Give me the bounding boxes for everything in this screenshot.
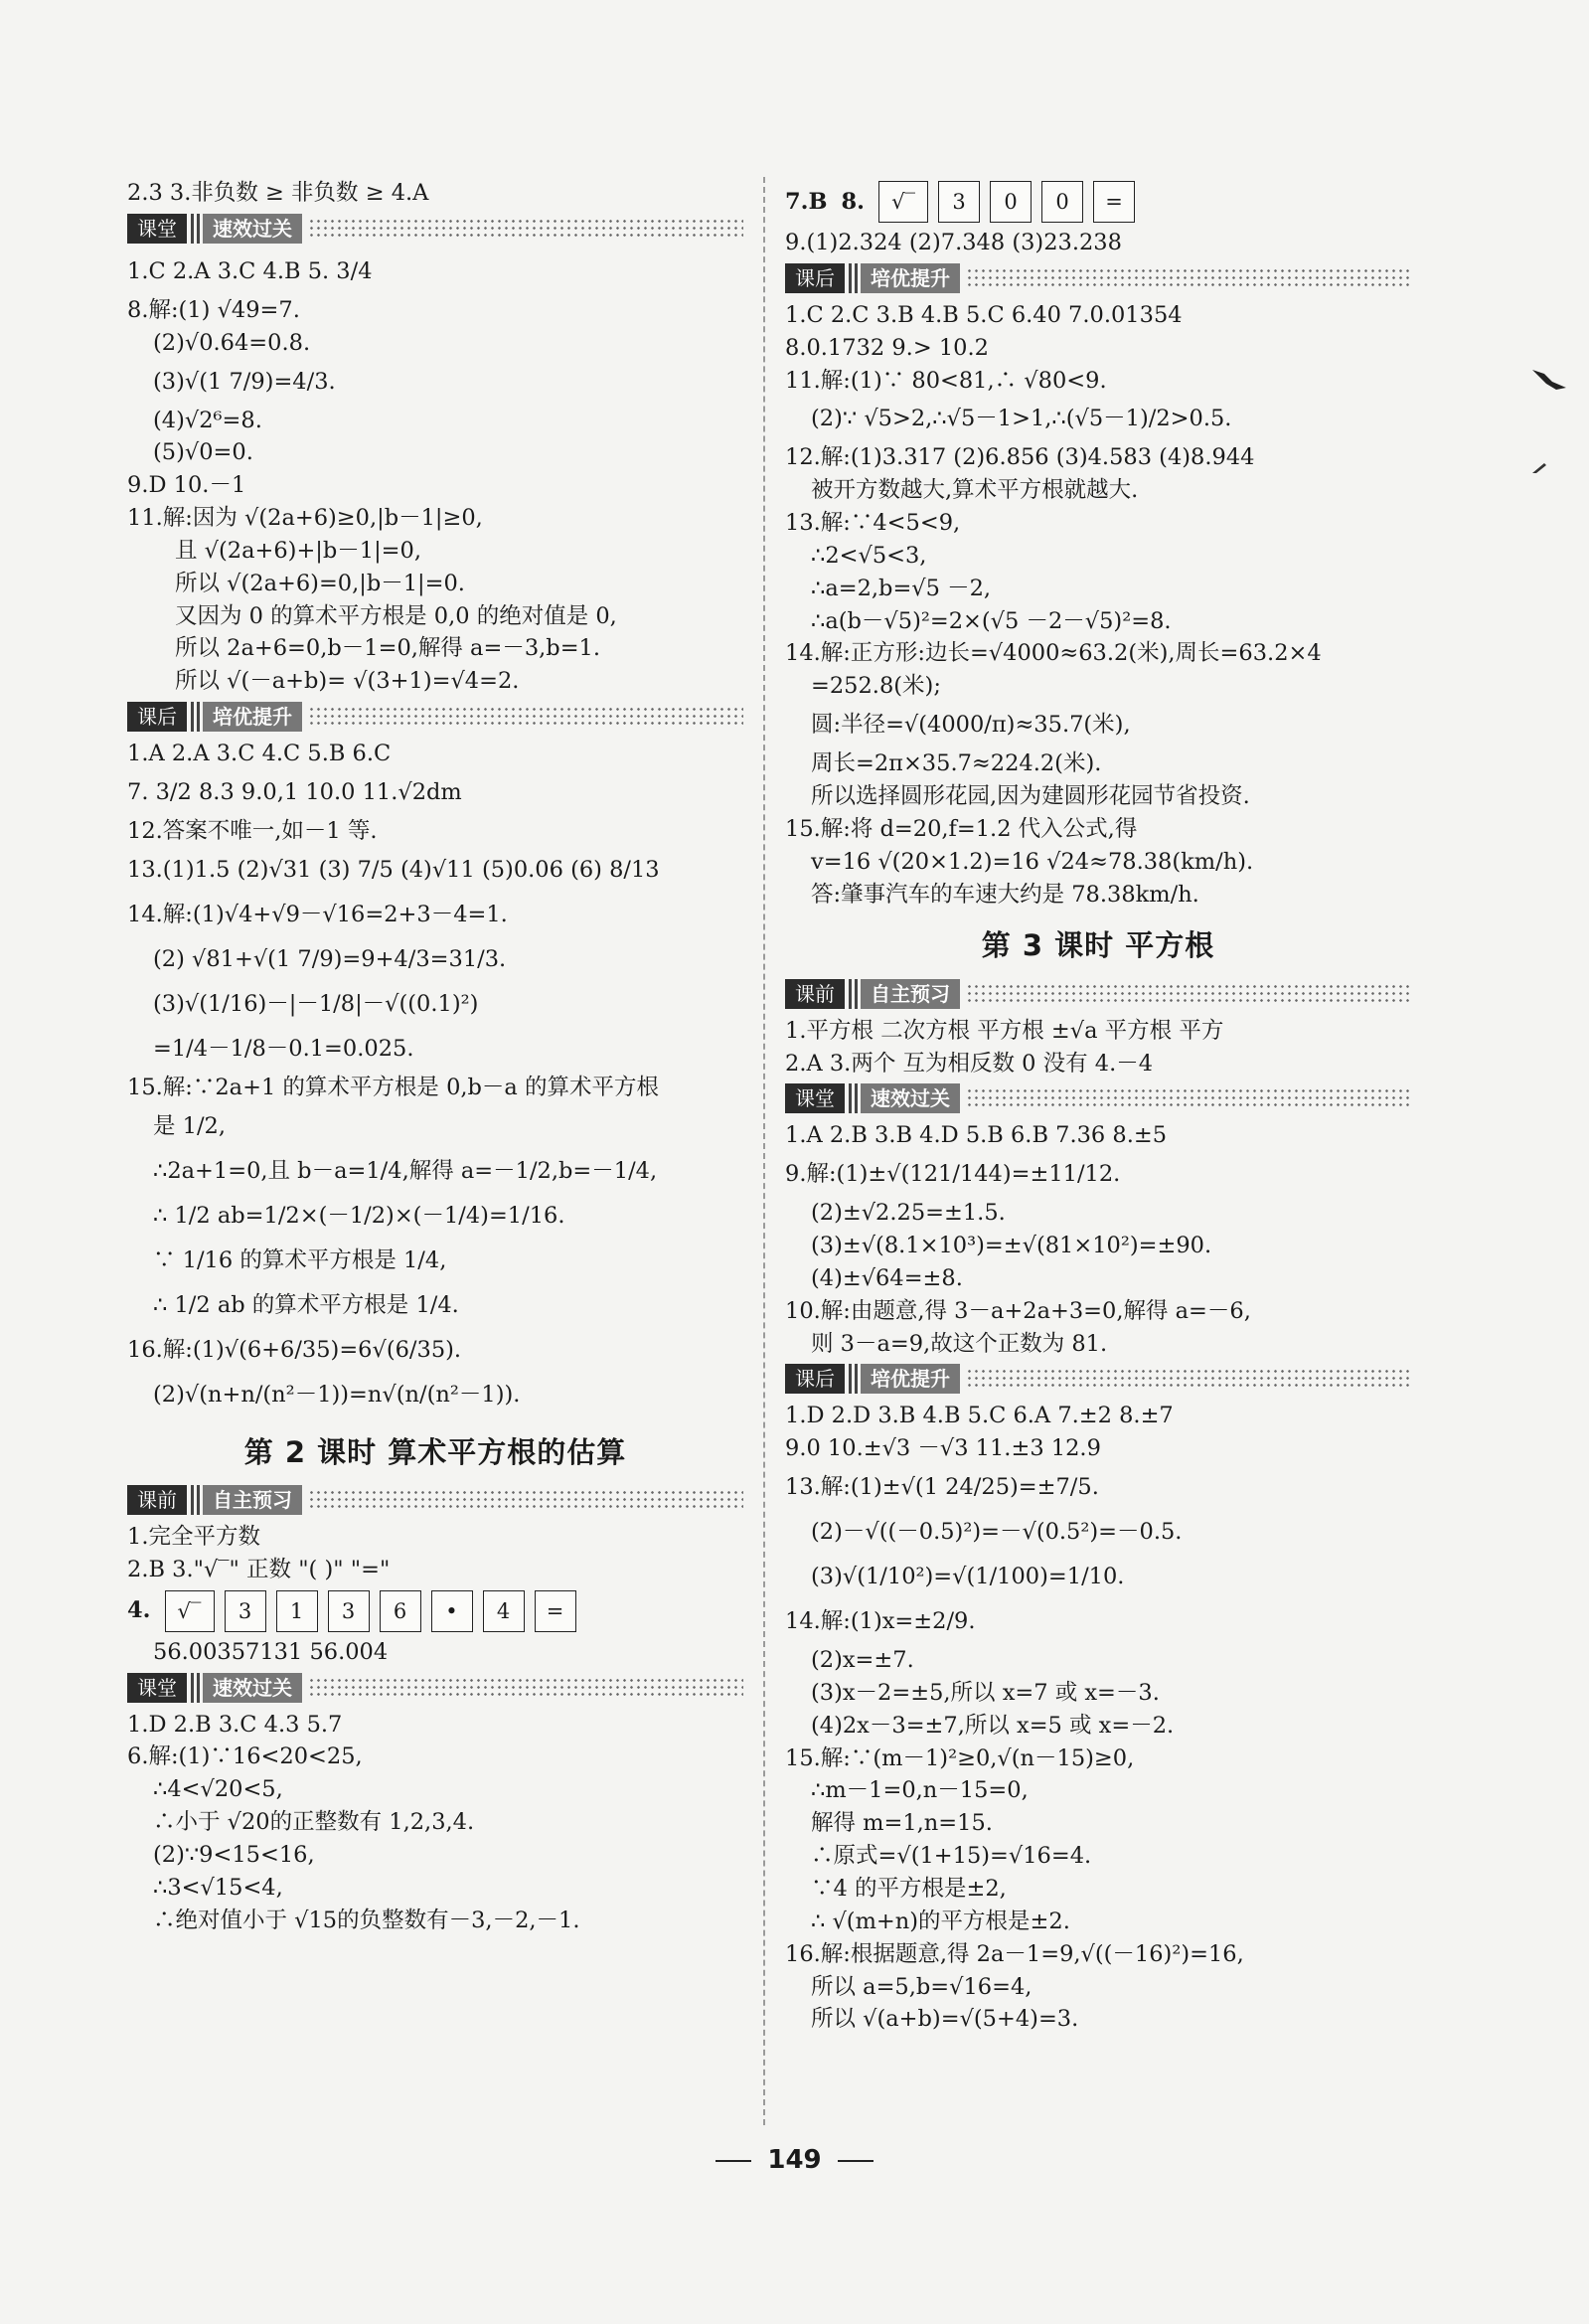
answer-line: =252.8(米); [811, 673, 941, 700]
answer-line: ∴3<√15<4, [153, 1874, 283, 1901]
section-banner [785, 1083, 1411, 1113]
answer-line: 13.(1)1.5 (2)√31 (3) 7/5 (4)√11 (5)0.06 (6) 8/13 [127, 856, 660, 883]
answer-line: 1.A 2.A 3.C 4.C 5.B 6.C [127, 741, 392, 767]
banner-bars [191, 1673, 200, 1703]
page-number-dash [715, 2160, 751, 2162]
answer-line: (3)x－2=±5,所以 x=7 或 x=－3. [811, 1679, 1160, 1706]
answer-line: 7. 3/2 8.3 9.0,1 10.0 11.√2dm [127, 778, 462, 805]
answer-line: 则 3－a=9,故这个正数为 81. [811, 1330, 1108, 1357]
question-number: 4. [127, 1597, 151, 1624]
answer-line: 圆:半径=√(4000/π)≈35.7(米), [811, 712, 1131, 739]
answer-line: 所以 a=5,b=√16=4, [811, 1973, 1033, 2000]
answer-line: (4)2x－3=±7,所以 x=5 或 x=－2. [811, 1712, 1175, 1739]
answer-line: 所以 √(－a+b)= √(3+1)=√4=2. [175, 668, 520, 695]
answer-line: 1.A 2.B 3.B 4.D 5.B 6.B 7.36 8.±5 [785, 1122, 1168, 1149]
answer-line: (2)∵ √5>2,∴√5－1>1,∴(√5－1)/2>0.5. [811, 406, 1232, 432]
answer-line: (2)√0.64=0.8. [153, 329, 311, 356]
answer-line: ∴ 1/2 ab 的算术平方根是 1/4. [153, 1291, 459, 1318]
answer-line: 12.解:(1)3.317 (2)6.856 (3)4.583 (4)8.944 [785, 444, 1255, 471]
answer-line: 6.解:(1)∵16<20<25, [127, 1743, 363, 1770]
answer-line: 所以选择圆形花园,因为建圆形花园节省投资. [811, 782, 1250, 809]
section-banner [127, 702, 743, 732]
banner-tag: 课前 [785, 979, 845, 1009]
answer-line: 8.0.1732 9.> 10.2 [785, 334, 989, 361]
answer-line: 10.解:由题意,得 3－a+2a+3=0,解得 a=－6, [785, 1297, 1251, 1324]
answer-line: 且 √(2a+6)+|b－1|=0, [175, 537, 421, 564]
answer-line: 所以 √(a+b)=√(5+4)=3. [811, 2006, 1079, 2033]
banner-tag: 课后 [785, 263, 845, 293]
banner-dots [966, 1087, 1411, 1109]
answer-text: 7.B [785, 188, 828, 215]
answer-line: 9.0 10.±√3 －√3 11.±3 12.9 [785, 1435, 1101, 1462]
answer-line: 2.3 3.非负数 ≥ 非负数 ≥ 4.A [127, 180, 429, 206]
answer-line: 56.00357131 56.004 [153, 1638, 389, 1665]
banner-dots [966, 983, 1411, 1005]
answer-line: ∴4<√20<5, [153, 1776, 283, 1803]
answer-line: (5)√0=0. [153, 439, 253, 466]
answer-line: 15.解:∵(m－1)²≥0,√(n－15)≥0, [785, 1744, 1135, 1771]
answer-line: ∴a(b－√5)²=2×(√5 －2－√5)²=8. [811, 607, 1172, 634]
calculator-key: 0 [990, 181, 1032, 223]
calculator-key: 4 [483, 1590, 525, 1632]
banner-dots [308, 1677, 743, 1699]
answer-line: 所以 2a+6=0,b－1=0,解得 a=－3,b=1. [175, 635, 601, 662]
answer-line: ∵ 1/16 的算术平方根是 1/4, [153, 1246, 447, 1273]
calculator-key-sequence [785, 181, 1411, 223]
calculator-key: 6 [380, 1590, 421, 1632]
answer-line: 9.解:(1)±√(121/144)=±11/12. [785, 1161, 1121, 1188]
answer-line: 14.解:(1)x=±2/9. [785, 1608, 976, 1635]
banner-bars [191, 214, 200, 244]
column-divider [763, 177, 765, 2125]
lesson-heading: 第 2 课时 算术平方根的估算 [243, 1434, 627, 1469]
answer-line: (3)√(1/10²)=√(1/100)=1/10. [811, 1564, 1125, 1590]
answer-line: (2)∵9<15<16, [153, 1841, 315, 1868]
answer-line: 13.解:(1)±√(1 24/25)=±7/5. [785, 1474, 1099, 1501]
left-column [127, 177, 743, 1936]
banner-bars [849, 1364, 858, 1394]
calculator-key: 1 [276, 1590, 318, 1632]
lesson-heading: 第 3 课时 平方根 [981, 928, 1215, 963]
right-column [785, 177, 1411, 2036]
answer-line: (2)±√2.25=±1.5. [811, 1200, 1006, 1227]
banner-title: 培优提升 [861, 1364, 960, 1394]
banner-bars [191, 1485, 200, 1515]
answer-line: 所以 √(2a+6)=0,|b－1|=0. [175, 570, 465, 596]
banner-dots [308, 706, 743, 728]
banner-tag: 课后 [127, 702, 187, 732]
answer-line: 11.解:(1)∵ 80<81,∴ √80<9. [785, 367, 1107, 394]
answer-line: 解得 m=1,n=15. [811, 1810, 993, 1837]
answer-line: ∴2<√5<3, [811, 542, 927, 569]
answer-line: ∴小于 √20的正整数有 1,2,3,4. [153, 1809, 475, 1836]
answer-line: 16.解:根据题意,得 2a－1=9,√((－16)²)=16, [785, 1940, 1244, 1967]
answer-line: 14.解:(1)√4+√9－√16=2+3－4=1. [127, 901, 508, 927]
answer-line: (3)√(1 7/9)=4/3. [153, 368, 336, 395]
answer-line: 1.完全平方数 [127, 1523, 260, 1550]
banner-dots [966, 1368, 1411, 1390]
banner-tag: 课堂 [785, 1083, 845, 1113]
calculator-key: 3 [225, 1590, 266, 1632]
answer-line: (3)±√(8.1×10³)=±√(81×10²)=±90. [811, 1233, 1212, 1259]
banner-title: 速效过关 [861, 1083, 960, 1113]
answer-line: ∴m－1=0,n－15=0, [811, 1777, 1029, 1804]
calculator-key: √‾ [878, 181, 928, 223]
answer-line: 是 1/2, [153, 1112, 227, 1139]
answer-line: 9.D 10.－1 [127, 472, 246, 499]
answer-line: (2)x=±7. [811, 1647, 914, 1674]
answer-line: (2)√(n+n/(n²－1))=n√(n/(n²－1)). [153, 1381, 521, 1408]
banner-dots [308, 1489, 743, 1511]
calculator-key-sequence [127, 1590, 743, 1632]
answer-line: ∴ 1/2 ab=1/2×(－1/2)×(－1/4)=1/16. [153, 1202, 565, 1229]
section-banner [127, 1485, 743, 1515]
banner-bars [191, 702, 200, 732]
page-number [0, 2145, 1589, 2175]
answer-line: 16.解:(1)√(6+6/35)=6√(6/35). [127, 1336, 462, 1363]
answer-line: 2.B 3."√‾" 正数 "( )" "=" [127, 1556, 391, 1582]
answer-line: =1/4－1/8－0.1=0.025. [153, 1035, 414, 1062]
banner-bars [849, 263, 858, 293]
section-banner [127, 214, 743, 244]
calculator-key: = [1093, 181, 1135, 223]
answer-line: 1.D 2.B 3.C 4.3 5.7 [127, 1711, 343, 1738]
banner-title: 速效过关 [203, 1673, 302, 1703]
banner-bars [849, 1083, 858, 1113]
banner-title: 培优提升 [861, 263, 960, 293]
answer-line: v=16 √(20×1.2)=16 √24≈78.38(km/h). [811, 848, 1254, 875]
answer-line: 11.解:因为 √(2a+6)≥0,|b－1|≥0, [127, 505, 483, 532]
calculator-key: = [535, 1590, 576, 1632]
margin-mark-icon [1530, 457, 1550, 477]
answer-line: 2.A 3.两个 互为相反数 0 没有 4.－4 [785, 1050, 1154, 1077]
banner-dots [308, 218, 743, 240]
answer-line: 1.平方根 二次方根 平方根 ±√a 平方根 平方 [785, 1017, 1224, 1044]
banner-tag: 课前 [127, 1485, 187, 1515]
answer-line: 12.答案不唯一,如－1 等. [127, 817, 378, 844]
calculator-key: 3 [328, 1590, 370, 1632]
section-banner [127, 1673, 743, 1703]
banner-tag: 课堂 [127, 214, 187, 244]
margin-mark-icon [1530, 366, 1570, 396]
banner-title: 自主预习 [203, 1485, 302, 1515]
answer-line: 9.(1)2.324 (2)7.348 (3)23.238 [785, 230, 1122, 255]
answer-line: 又因为 0 的算术平方根是 0,0 的绝对值是 0, [175, 602, 617, 629]
banner-bars [849, 979, 858, 1009]
answer-line: 答:肇事汽车的车速大约是 78.38km/h. [811, 881, 1199, 908]
page-number-value: 149 [767, 2145, 822, 2175]
answer-line: ∴原式=√(1+15)=√16=4. [811, 1843, 1092, 1870]
answer-line: (3)√(1/16)－|－1/8|－√((0.1)²) [153, 990, 479, 1017]
answer-line: ∵4 的平方根是±2, [811, 1876, 1007, 1903]
section-banner [785, 1364, 1411, 1394]
question-number: 8. [841, 188, 866, 215]
section-banner [785, 979, 1411, 1009]
calculator-key: 0 [1041, 181, 1083, 223]
answer-line: 14.解:正方形:边长=√4000≈63.2(米),周长=63.2×4 [785, 640, 1322, 667]
answer-line: (4)±√64=±8. [811, 1264, 963, 1291]
answer-line: ∴a=2,b=√5 －2, [811, 575, 992, 601]
answer-line: 周长=2π×35.7≈224.2(米). [811, 750, 1102, 777]
calculator-key: 3 [938, 181, 980, 223]
answer-line: 13.解:∵4<5<9, [785, 510, 961, 537]
answer-line: 15.解:∵2a+1 的算术平方根是 0,b－a 的算术平方根 [127, 1074, 660, 1100]
answer-line: ∴2a+1=0,且 b－a=1/4,解得 a=－1/2,b=－1/4, [153, 1157, 658, 1184]
page-number-dash [838, 2160, 874, 2162]
banner-title: 自主预习 [861, 979, 960, 1009]
answer-line: 8.解:(1) √49=7. [127, 296, 300, 323]
answer-line: ∴绝对值小于 √15的负整数有－3,－2,－1. [153, 1907, 580, 1933]
answer-line: 被开方数越大,算术平方根就越大. [811, 477, 1139, 504]
answer-line: 1.D 2.D 3.B 4.B 5.C 6.A 7.±2 8.±7 [785, 1403, 1174, 1429]
banner-tag: 课后 [785, 1364, 845, 1394]
banner-tag: 课堂 [127, 1673, 187, 1703]
answer-line: (2)－√((－0.5)²)=－√(0.5²)=－0.5. [811, 1519, 1183, 1546]
banner-title: 培优提升 [203, 702, 302, 732]
banner-title: 速效过关 [203, 214, 302, 244]
answer-line: 1.C 2.A 3.C 4.B 5. 3/4 [127, 257, 373, 284]
calculator-key: • [431, 1590, 473, 1632]
answer-line: 1.C 2.C 3.B 4.B 5.C 6.40 7.0.01354 [785, 301, 1183, 328]
answer-line: 15.解:将 d=20,f=1.2 代入公式,得 [785, 815, 1138, 842]
banner-dots [966, 267, 1411, 289]
section-banner [785, 263, 1411, 293]
answer-line: (4)√2⁶=8. [153, 407, 262, 433]
answer-line: ∴ √(m+n)的平方根是±2. [811, 1908, 1070, 1934]
calculator-key: √‾ [165, 1590, 215, 1632]
answer-line: (2) √81+√(1 7/9)=9+4/3=31/3. [153, 945, 507, 972]
